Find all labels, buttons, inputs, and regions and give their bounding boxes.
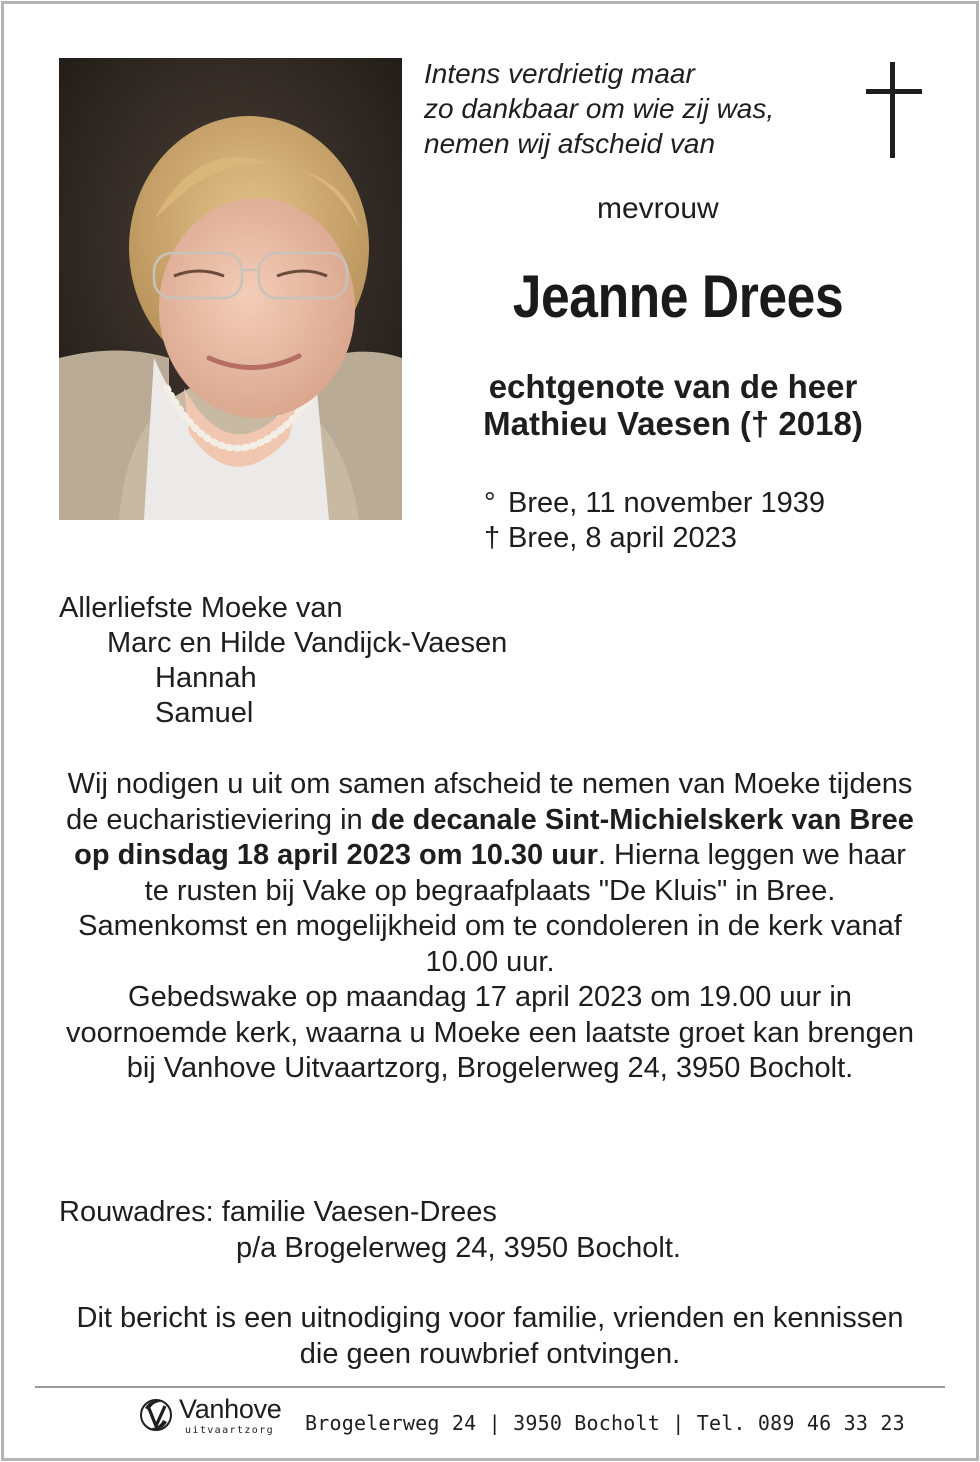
- invitation-paragraph-2: Samenkomst en mogelijkheid om te condoleren in de kerk vanaf 10.00 uur.: [78, 910, 902, 978]
- cross-icon: [866, 62, 922, 158]
- mourning-address: [59, 1194, 681, 1266]
- death-symbol: †: [484, 522, 501, 554]
- life-dates: [484, 486, 825, 556]
- family-children: Marc en Hilde Vandijck-Vaesen: [107, 627, 508, 659]
- address-line-1: Rouwadres: familie Vaesen-Drees: [59, 1196, 497, 1228]
- portrait-illustration: [59, 58, 402, 520]
- invitation-text: [60, 767, 920, 1087]
- invitation-paragraph-1: [60, 767, 920, 909]
- family-heading: Allerliefste Moeke van: [59, 592, 343, 624]
- birth-date: [484, 486, 825, 521]
- spouse-line-2: Mathieu Vaesen († 2018): [483, 405, 863, 442]
- vanhove-logo-mark-icon: [137, 1394, 179, 1436]
- invitation-pre: Wij nodigen u uit om samen afscheid te nemen van Moeke tijdens de eucharistieviering in: [66, 768, 913, 836]
- footer-divider: [35, 1386, 945, 1388]
- death-text: Bree, 8 april 2023: [508, 522, 737, 554]
- invitation-post: . Hierna leggen we haar te rusten bij Vake op begraafplaats "De Kluis" in Bree.: [144, 839, 906, 907]
- logo-name: Vanhove: [179, 1394, 282, 1424]
- vanhove-logo: [137, 1394, 297, 1440]
- intro-text: [424, 56, 774, 161]
- family-list: [59, 591, 507, 731]
- portrait-photo: [59, 58, 402, 520]
- intro-line-3: nemen wij afscheid van: [424, 128, 716, 159]
- spouse-info: [420, 368, 926, 442]
- intro-line-1: Intens verdrietig maar: [424, 58, 695, 89]
- invitation-ceremony: de decanale Sint-Michielskerk van Bree op dinsdag 18 april 2023 om 10.30 uur: [74, 803, 914, 871]
- address-line-2: p/a Brogelerweg 24, 3950 Bocholt.: [236, 1232, 681, 1264]
- footer-contact: Brogelerweg 24 | 3950 Bocholt | Tel. 089 46 33 23: [305, 1411, 905, 1435]
- birth-symbol: °: [484, 487, 496, 519]
- deceased-name: Jeanne Drees: [512, 263, 844, 330]
- notice-text: Dit bericht is een uitnodiging voor familie, vrienden en kennissen die geen rouwbrief ontvingen.: [76, 1302, 904, 1370]
- family-grandchild-2: Samuel: [155, 697, 254, 729]
- birth-text: Bree, 11 november 1939: [508, 487, 826, 519]
- spouse-line-1: echtgenote van de heer: [488, 368, 858, 405]
- family-grandchild-1: Hannah: [155, 662, 257, 694]
- death-date: [484, 521, 825, 556]
- invitation-paragraph-3: Gebedswake op maandag 17 april 2023 om 19.00 uur in voornoemde kerk, waarna u Moeke een laatste groet kan brengen bij Vanhove Uitvaartzorg, Brogelerweg 24, 3950 Bocholt.: [66, 981, 914, 1084]
- intro-line-2: zo dankbaar om wie zij was,: [424, 93, 775, 124]
- logo-subtitle: uitvaartzorg: [185, 1425, 275, 1436]
- honorific: mevrouw: [597, 192, 719, 225]
